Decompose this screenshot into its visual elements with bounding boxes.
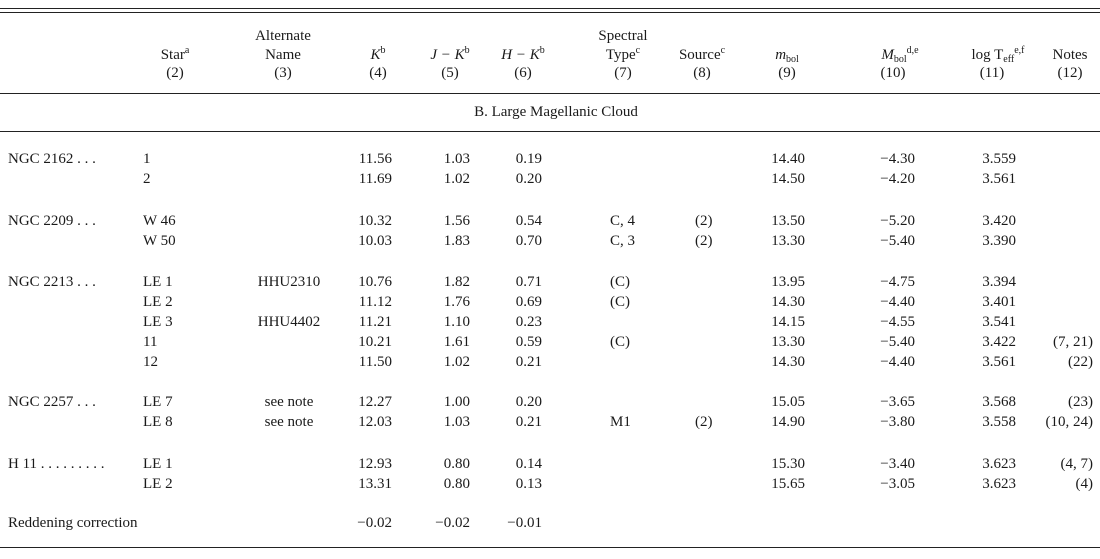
header-k-num: (4)	[369, 65, 387, 81]
cell-notes: (7, 21)	[1053, 334, 1093, 350]
cell-star: LE 3	[143, 314, 173, 330]
cell-mbol: 13.30	[771, 233, 805, 249]
cell-k: 11.50	[358, 354, 392, 370]
header-mbol-num: (9)	[778, 65, 796, 81]
header-star: Star$^a$	[160, 45, 190, 63]
cell-jk: 0.80	[443, 456, 470, 472]
cell-k: 12.27	[358, 394, 392, 410]
cell-logteff: 3.394	[982, 274, 1016, 290]
cell-mbol: 15.65	[771, 476, 805, 492]
cell-logteff: 3.623	[982, 456, 1016, 472]
cell-source: (2)	[695, 414, 713, 430]
cell-k: 11.21	[358, 314, 392, 330]
cell-mbol: 13.50	[771, 213, 805, 229]
cell-logteff: 3.420	[982, 213, 1016, 229]
header-Mbol-num: (10)	[880, 65, 906, 81]
cell-hk: 0.13	[515, 476, 542, 492]
section-rule	[0, 131, 1100, 132]
cell-hk: 0.23	[515, 314, 542, 330]
header-jk-num: (5)	[441, 65, 459, 81]
cell-alt-name: see note	[264, 414, 314, 430]
header-notes: Notes	[1052, 47, 1088, 63]
cell-mbol: 14.40	[771, 151, 805, 167]
cell-Mbol: −3.80	[880, 414, 915, 430]
cell-mbol: 14.30	[771, 354, 805, 370]
cell-Mbol: −4.40	[880, 354, 915, 370]
cell-mbol: 13.30	[771, 334, 805, 350]
cell-jk: 1.83	[443, 233, 470, 249]
cell-mbol: 13.95	[771, 274, 805, 290]
cell-jk: 0.80	[443, 476, 470, 492]
cell-spectral-type: M1	[610, 414, 631, 430]
cell-k: 10.03	[358, 233, 392, 249]
header-star-num: (2)	[166, 65, 184, 81]
cell-star: W 46	[143, 213, 176, 229]
cell-Mbol: −5.20	[880, 213, 915, 229]
cell-spectral-type: (C)	[610, 294, 630, 310]
cell-alt-name: HHU2310	[257, 274, 321, 290]
reddening-jk: −0.02	[435, 515, 470, 531]
cell-Mbol: −5.40	[880, 233, 915, 249]
reddening-hk: −0.01	[507, 515, 542, 531]
header-jk: $J - K^b$	[430, 45, 470, 63]
cell-k: 13.31	[358, 476, 392, 492]
cell-logteff: 3.623	[982, 476, 1016, 492]
cell-k: 12.03	[358, 414, 392, 430]
cell-Mbol: −3.65	[880, 394, 915, 410]
cell-logteff: 3.558	[982, 414, 1016, 430]
header-Mbol: $M_{bol}^{d,e}$	[881, 45, 919, 65]
cell-Mbol: −3.05	[880, 476, 915, 492]
cell-jk: 1.10	[443, 314, 470, 330]
reddening-k: −0.02	[357, 515, 392, 531]
cell-star: W 50	[143, 233, 176, 249]
cell-k: 11.12	[358, 294, 392, 310]
cell-source: (2)	[695, 213, 713, 229]
cell-logteff: 3.568	[982, 394, 1016, 410]
cell-k: 12.93	[358, 456, 392, 472]
cell-spectral-type: C, 4	[610, 213, 636, 229]
cell-Mbol: −3.40	[880, 456, 915, 472]
cell-notes: (10, 24)	[1045, 414, 1093, 430]
cell-star: LE 1	[143, 274, 173, 290]
cell-hk: 0.54	[515, 213, 542, 229]
cell-logteff: 3.561	[982, 354, 1016, 370]
cell-star: 1	[143, 151, 151, 167]
header-notes-num: (12)	[1057, 65, 1083, 81]
cell-notes: (23)	[1068, 394, 1093, 410]
header-source: Source$^c$	[678, 45, 726, 63]
cell-alt-name: HHU4402	[257, 314, 321, 330]
cell-alt-name: see note	[264, 394, 314, 410]
cell-star: LE 8	[143, 414, 173, 430]
header-alt-num: (3)	[274, 65, 292, 81]
cell-jk: 1.00	[443, 394, 470, 410]
cell-k: 10.76	[358, 274, 392, 290]
cell-jk: 1.56	[443, 213, 470, 229]
cell-jk: 1.61	[443, 334, 470, 350]
cell-mbol: 14.15	[771, 314, 805, 330]
header-sptype-line1: Spectral	[598, 28, 648, 44]
top-rule-2	[0, 12, 1100, 13]
cell-jk: 1.03	[443, 151, 470, 167]
header-mbol: $m_{bol}$	[775, 47, 799, 65]
cell-notes: (22)	[1068, 354, 1093, 370]
cell-hk: 0.14	[515, 456, 542, 472]
cell-hk: 0.21	[515, 354, 542, 370]
cell-source: (2)	[695, 233, 713, 249]
cell-mbol: 14.30	[771, 294, 805, 310]
header-rule	[0, 93, 1100, 94]
header-sptype-num: (7)	[614, 65, 632, 81]
cell-Mbol: −4.55	[880, 314, 915, 330]
cluster-name: NGC 2257 . . .	[8, 394, 96, 410]
cell-notes: (4, 7)	[1060, 456, 1093, 472]
cell-Mbol: −5.40	[880, 334, 915, 350]
cell-logteff: 3.422	[982, 334, 1016, 350]
header-hk-num: (6)	[514, 65, 532, 81]
cell-Mbol: −4.20	[880, 171, 915, 187]
reddening-label: Reddening correction	[8, 515, 138, 531]
cell-star: 11	[143, 334, 158, 350]
cell-Mbol: −4.30	[880, 151, 915, 167]
header-k: $K^b$	[370, 45, 386, 63]
cell-jk: 1.76	[443, 294, 470, 310]
cell-hk: 0.71	[515, 274, 542, 290]
cell-mbol: 15.05	[771, 394, 805, 410]
header-sptype-line2: Type$^c$	[605, 45, 641, 63]
header-hk: $H - K^b$	[501, 45, 545, 63]
header-logteff: $\log T_{eff}^{e,f}$	[971, 45, 1025, 65]
cell-hk: 0.69	[515, 294, 542, 310]
header-alt-line1: Alternate	[255, 28, 311, 44]
cell-logteff: 3.561	[982, 171, 1016, 187]
cell-hk: 0.20	[515, 394, 542, 410]
cluster-name: H 11 . . . . . . . . .	[8, 456, 105, 472]
section-title: B. Large Magellanic Cloud	[474, 104, 638, 120]
cell-logteff: 3.390	[982, 233, 1016, 249]
top-rule-1	[0, 8, 1100, 9]
cell-jk: 1.82	[443, 274, 470, 290]
cell-mbol: 14.50	[771, 171, 805, 187]
cell-k: 11.69	[358, 171, 392, 187]
cell-jk: 1.02	[443, 354, 470, 370]
cell-logteff: 3.401	[982, 294, 1016, 310]
cell-spectral-type: (C)	[610, 334, 630, 350]
cell-jk: 1.03	[443, 414, 470, 430]
cluster-name: NGC 2209 . . .	[8, 213, 96, 229]
cell-logteff: 3.541	[982, 314, 1016, 330]
header-alt-line2: Name	[265, 47, 301, 63]
cell-mbol: 15.30	[771, 456, 805, 472]
cell-star: LE 1	[143, 456, 173, 472]
header-source-num: (8)	[693, 65, 711, 81]
cell-logteff: 3.559	[982, 151, 1016, 167]
cell-k: 10.21	[358, 334, 392, 350]
cluster-name: NGC 2213 . . .	[8, 274, 96, 290]
cell-jk: 1.02	[443, 171, 470, 187]
cell-hk: 0.19	[515, 151, 542, 167]
cell-mbol: 14.90	[771, 414, 805, 430]
cell-hk: 0.59	[515, 334, 542, 350]
cell-star: LE 2	[143, 294, 173, 310]
cell-star: 2	[143, 171, 151, 187]
cell-hk: 0.21	[515, 414, 542, 430]
cell-k: 11.56	[358, 151, 392, 167]
cell-Mbol: −4.40	[880, 294, 915, 310]
cell-spectral-type: C, 3	[610, 233, 636, 249]
cell-hk: 0.20	[515, 171, 542, 187]
bottom-rule	[0, 547, 1100, 548]
cell-star: LE 2	[143, 476, 173, 492]
cell-notes: (4)	[1075, 476, 1093, 492]
cell-star: LE 7	[143, 394, 173, 410]
cell-hk: 0.70	[515, 233, 542, 249]
cluster-name: NGC 2162 . . .	[8, 151, 96, 167]
cell-spectral-type: (C)	[610, 274, 630, 290]
cell-star: 12	[143, 354, 158, 370]
cell-Mbol: −4.75	[880, 274, 915, 290]
cell-k: 10.32	[358, 213, 392, 229]
header-logteff-num: (11)	[979, 65, 1005, 81]
